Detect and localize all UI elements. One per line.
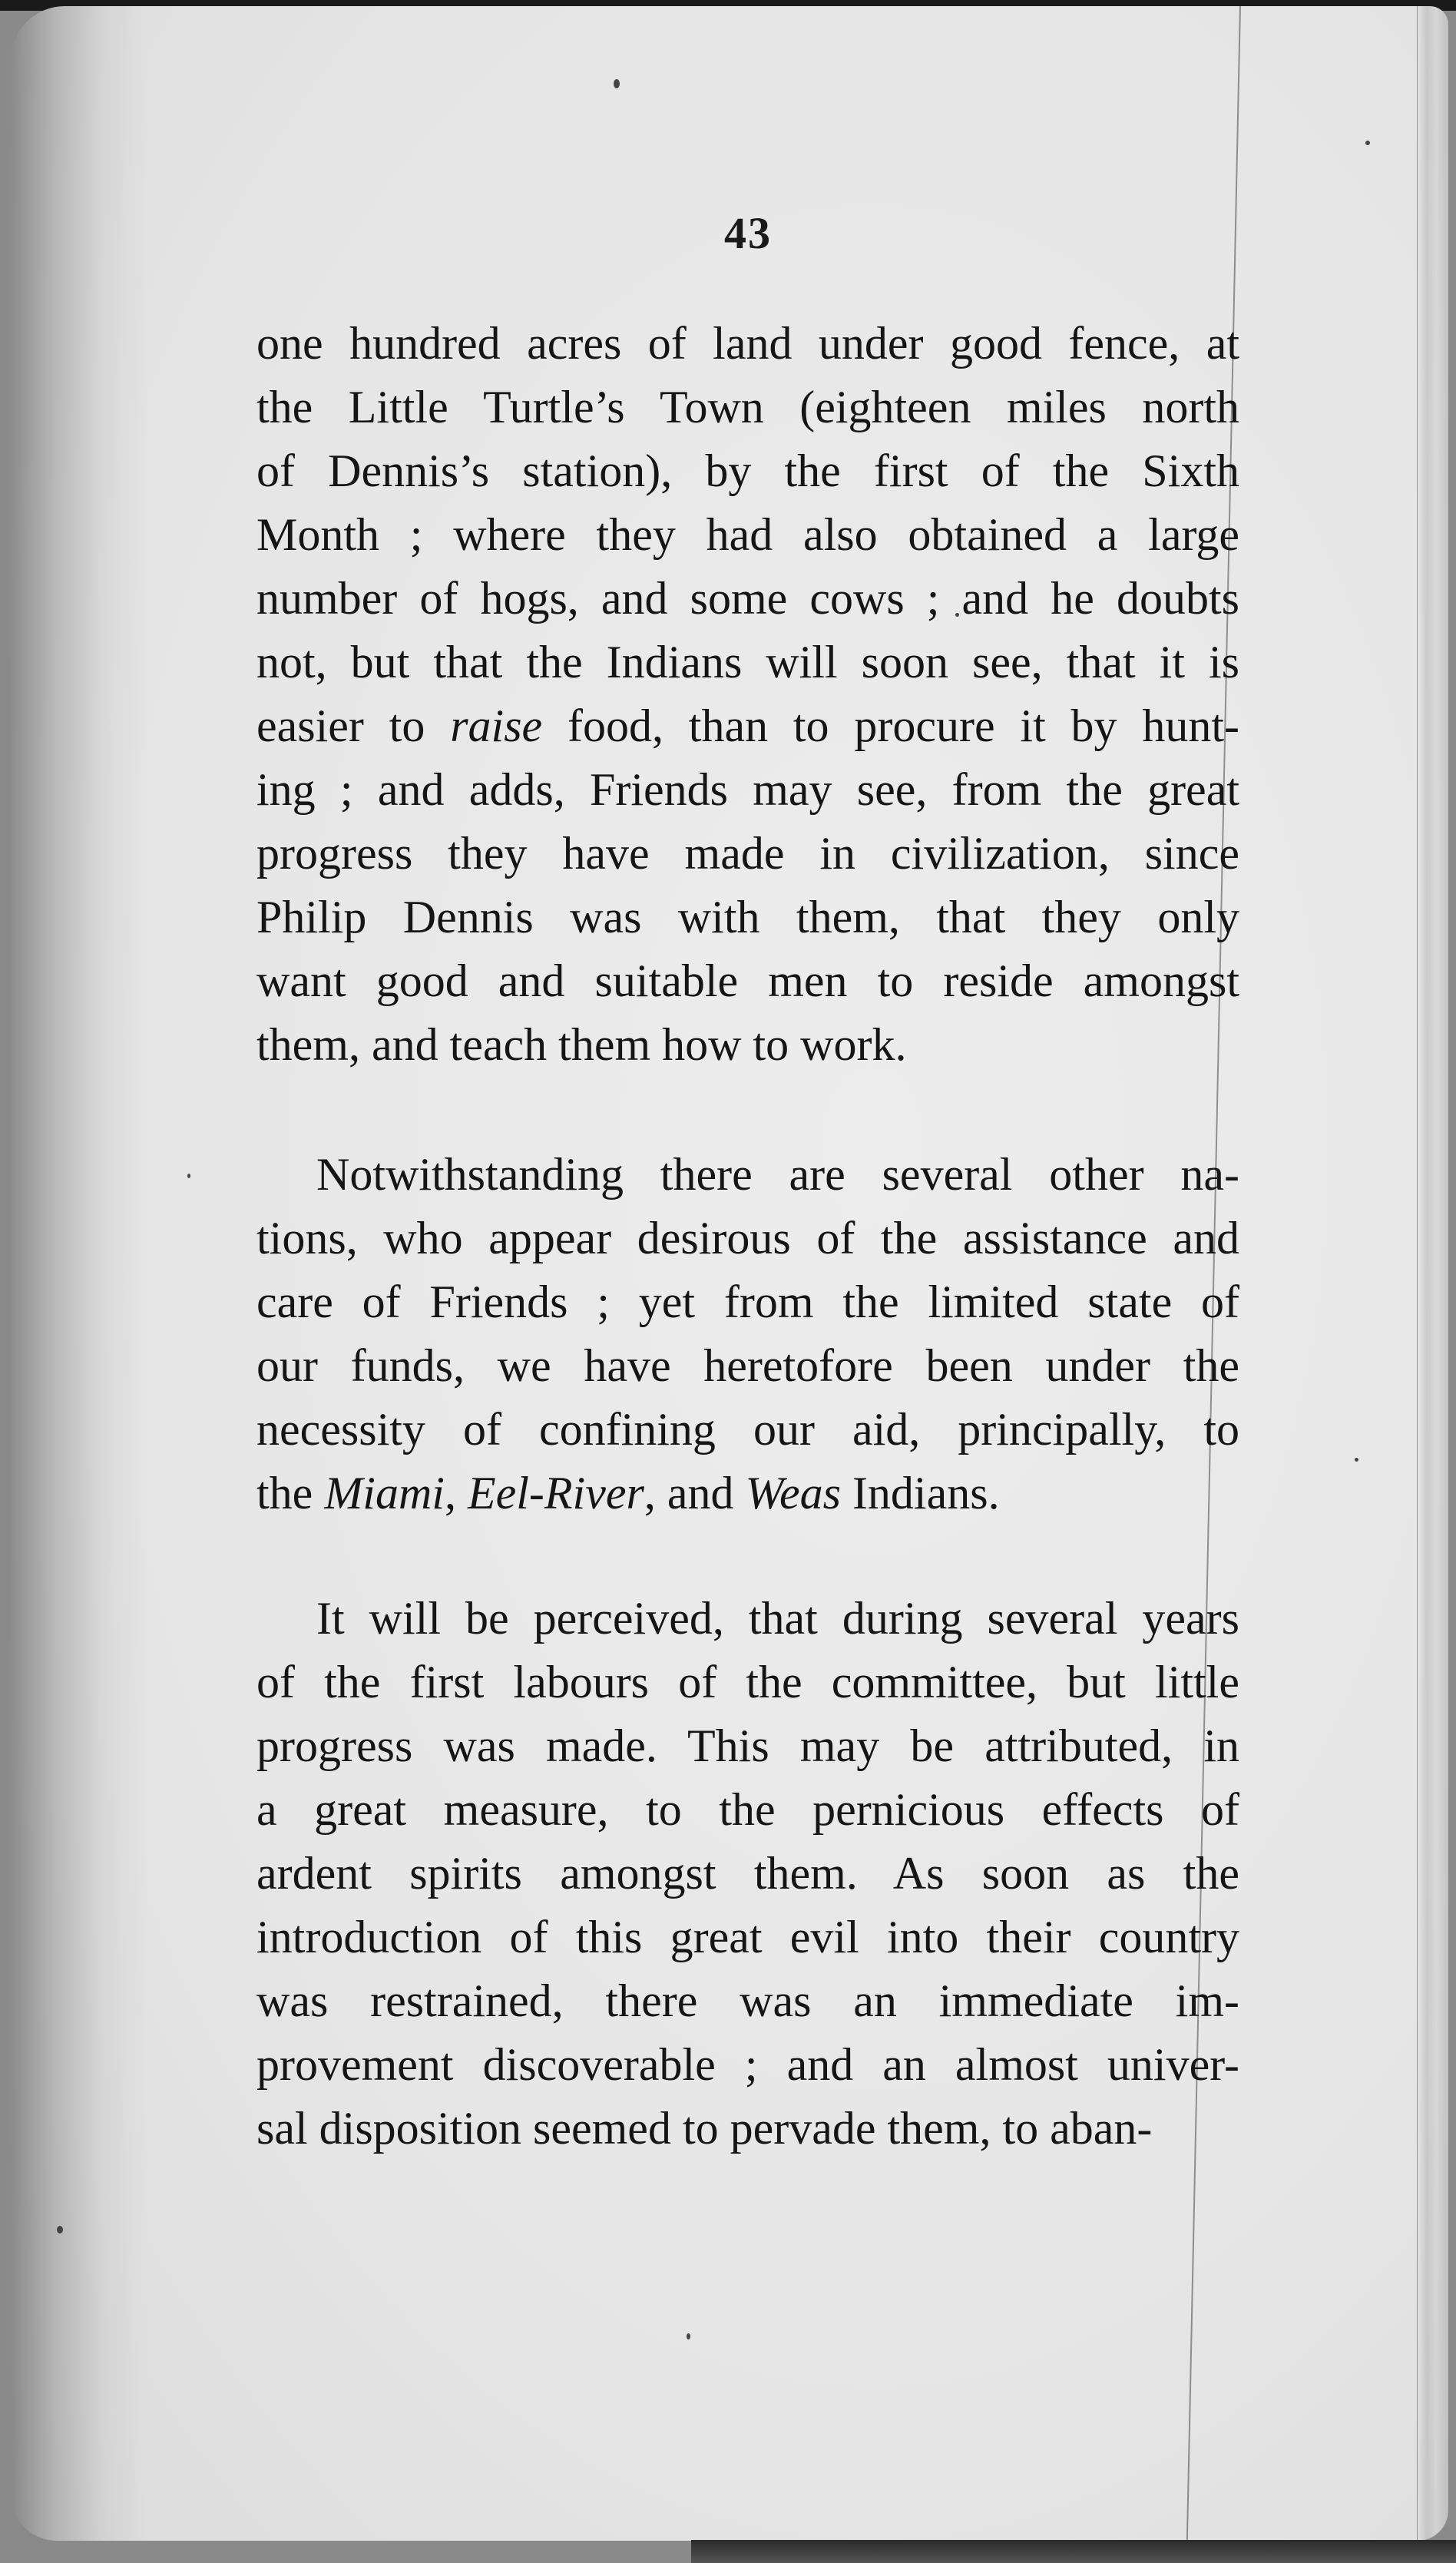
text-segment: ardent spirits amongst them. As soon as the [256, 1848, 1239, 1899]
text-segment: Indians. [840, 1468, 1000, 1518]
text-segment: the [256, 1468, 325, 1518]
text-segment: the Little Turtle’s Town (eighteen miles north [256, 382, 1239, 432]
text-line [256, 1462, 1239, 1525]
text-segment: care of Friends ; yet from the limited state of [256, 1277, 1239, 1327]
italic-text-segment: Miami [324, 1468, 445, 1518]
text-segment: food, than to procure it by hunt- [542, 700, 1240, 751]
text-line [256, 758, 1239, 822]
text-segment: of the first labours of the committee, but little [256, 1657, 1239, 1707]
paragraph-2 [256, 1143, 1239, 1525]
paper-speck [1365, 141, 1370, 145]
text-line [256, 2033, 1239, 2097]
text-segment: introduction of this great evil into their country [256, 1912, 1239, 1962]
text-segment: them, and teach them how to work. [256, 1019, 907, 1070]
text-line [256, 1778, 1239, 1842]
text-segment: necessity of confining our aid, principally, to [256, 1404, 1239, 1455]
paper-speck [1355, 1458, 1358, 1462]
text-line [256, 694, 1239, 758]
text-line [256, 312, 1239, 376]
text-segment: , and [644, 1468, 746, 1518]
text-segment: Notwithstanding there are several other na- [316, 1149, 1239, 1200]
text-line [256, 1714, 1239, 1778]
text-line [256, 1334, 1239, 1398]
text-line [256, 1398, 1239, 1462]
text-line [256, 2097, 1239, 2161]
paper-speck [57, 2226, 63, 2234]
italic-text-segment: Eel-River [467, 1468, 644, 1518]
text-line [256, 439, 1239, 503]
text-line [256, 822, 1239, 886]
text-line [256, 1842, 1239, 1906]
text-segment: of Dennis’s station), by the first of the Sixth [256, 445, 1239, 496]
text-segment: our funds, we have heretofore been under the [256, 1340, 1239, 1391]
text-line [256, 1207, 1239, 1270]
text-line [256, 376, 1239, 439]
text-segment: ing ; and adds, Friends may see, from the great [256, 764, 1239, 815]
text-segment: tions, who appear desirous of the assistance and [256, 1213, 1239, 1263]
book-page [11, 6, 1448, 2541]
text-line [256, 1013, 1239, 1077]
text-line [256, 567, 1239, 631]
text-segment: , [444, 1468, 468, 1518]
paper-speck [187, 1174, 190, 1178]
text-segment: provement discoverable ; and an almost univer- [256, 2039, 1239, 2090]
text-segment: Month ; where they had also obtained a large [256, 509, 1239, 560]
text-segment: number of hogs, and some cows ; and he doubts [256, 573, 1239, 624]
italic-text-segment: raise [450, 700, 543, 751]
text-segment: easier to [256, 700, 451, 751]
italic-text-segment: Weas [745, 1468, 841, 1518]
page-number: 43 [724, 208, 772, 258]
paragraph-1 [256, 312, 1239, 1077]
text-line [256, 631, 1239, 694]
text-segment: It will be perceived, that during several years [316, 1593, 1239, 1644]
text-line [256, 503, 1239, 567]
scan-bottom-border [691, 2540, 1456, 2563]
paper-speck [687, 2333, 690, 2339]
text-segment: a great measure, to the pernicious effects of [256, 1784, 1239, 1835]
text-line [256, 1651, 1239, 1714]
text-segment: progress was made. This may be attributed, in [256, 1720, 1239, 1771]
text-segment: Philip Dennis was with them, that they only [256, 892, 1239, 942]
text-line [256, 1906, 1239, 1969]
text-line [256, 949, 1239, 1013]
text-line [256, 886, 1239, 949]
text-segment: progress they have made in civilization, since [256, 828, 1239, 879]
text-line [256, 1143, 1239, 1207]
text-line [256, 1969, 1239, 2033]
text-segment: one hundred acres of land under good fence, at [256, 318, 1239, 369]
text-line [256, 1587, 1239, 1651]
text-segment: not, but that the Indians will soon see, that it is [256, 637, 1239, 687]
paper-speck [614, 79, 620, 88]
paragraph-3 [256, 1587, 1239, 2161]
text-segment: sal disposition seemed to pervade them, to aban- [256, 2103, 1153, 2154]
text-segment: was restrained, there was an immediate im- [256, 1975, 1239, 2026]
page-fore-edge [1417, 6, 1448, 2541]
text-segment: want good and suitable men to reside amongst [256, 955, 1239, 1006]
text-line [256, 1270, 1239, 1334]
